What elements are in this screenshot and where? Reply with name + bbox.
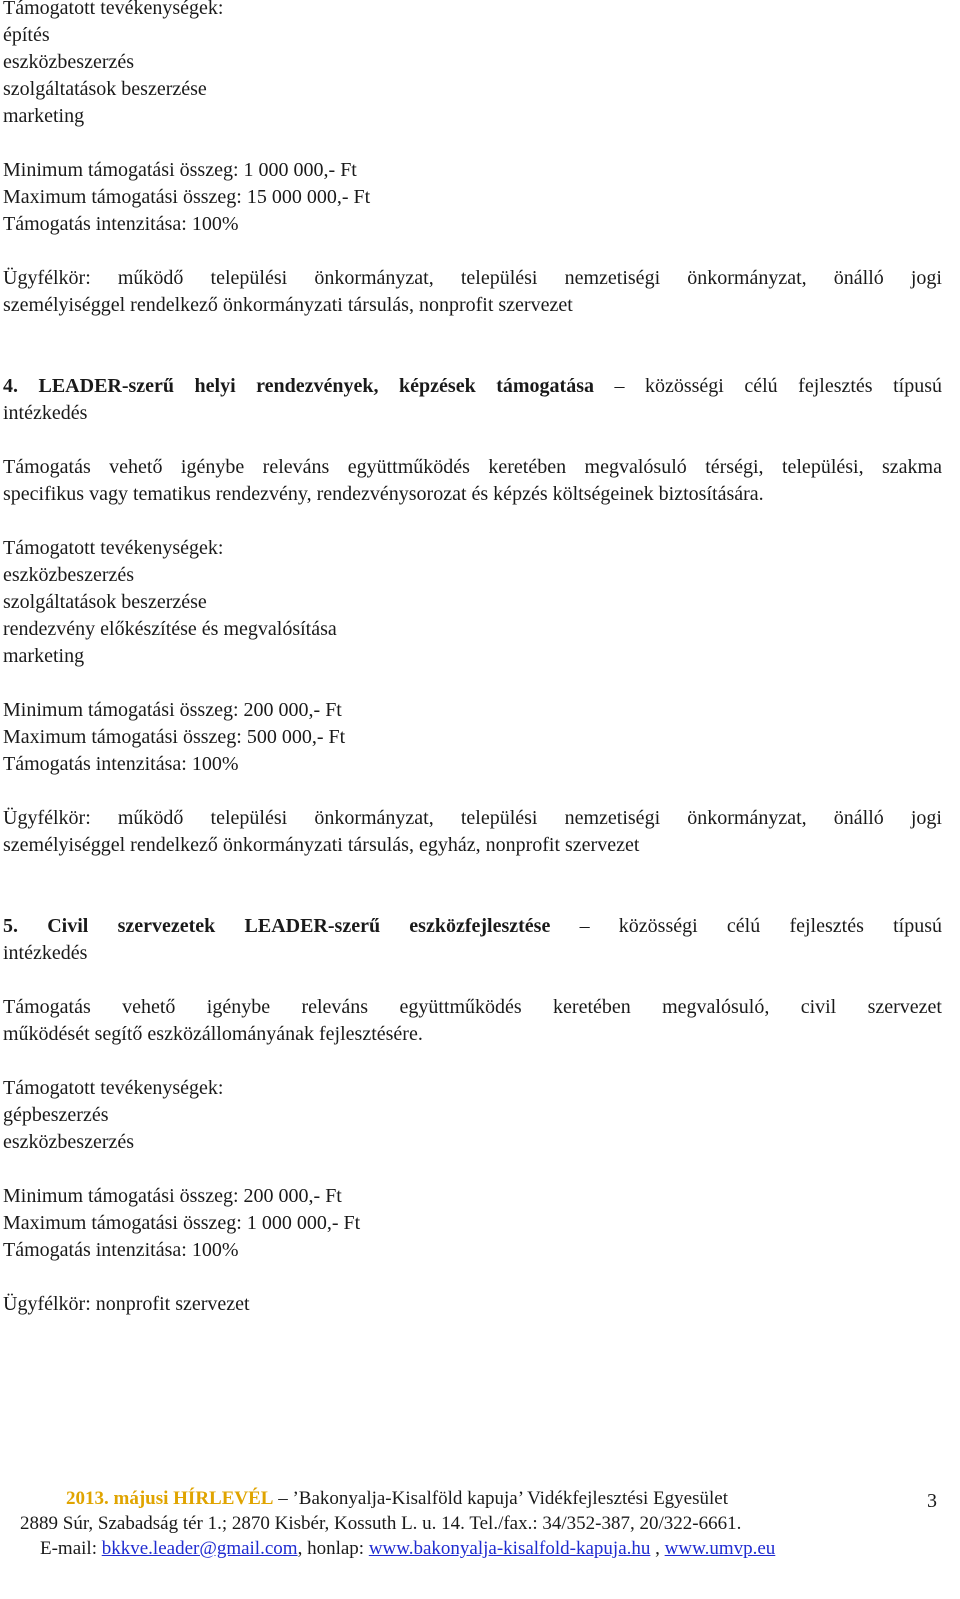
activity-item: építés [3,24,50,46]
activity-item: szolgáltatások beszerzése [3,591,207,613]
section-5-desc: Támogatás vehető igénybe releváns együttműködés keretében megvalósuló, civil szervezet [3,996,942,1018]
max-amount: Maximum támogatási összeg: 1 000 000,- Ft [3,1212,361,1234]
activity-item: eszközbeszerzés [3,1131,135,1153]
email-link[interactable]: bkkve.leader@gmail.com [101,1538,298,1559]
activity-item: szolgáltatások beszerzése [3,78,207,100]
activity-item: eszközbeszerzés [3,564,135,586]
clients-text: személyiséggel rendelkező önkormányzati társulás, egyház, nonprofit szervezet [3,834,640,856]
activity-item: gépbeszerzés [3,1104,109,1126]
email-label: E-mail: [40,1538,102,1559]
association-name: – ’Bakonyalja-Kisalföld kapuja’ Vidékfejlesztési Egyesület [273,1488,728,1509]
activity-item: marketing [3,645,85,667]
section-4-desc: Támogatás vehető igénybe releváns együttműködés keretében megvalósuló térségi, települési, szakma [3,456,942,478]
link-separator: , [650,1538,665,1559]
max-amount: Maximum támogatási összeg: 500 000,- Ft [3,726,346,748]
intensity: Támogatás intenzitása: 100% [3,753,239,775]
footer-address: 2889 Súr, Szabadság tér 1.; 2870 Kisbér, Kossuth L. u. 14. Tel./fax.: 34/352-387, 20/322-6661. [20,1513,742,1534]
min-amount: Minimum támogatási összeg: 200 000,- Ft [3,1185,342,1207]
section-5-title-cont: intézkedés [3,942,88,964]
intensity: Támogatás intenzitása: 100% [3,213,239,235]
clients-text: Ügyfélkör: működő települési önkormányzat, települési nemzetiségi önkormányzat, önálló jogi [3,267,942,289]
activities-heading: Támogatott tevékenységek: [3,537,224,559]
section-4-desc: specifikus vagy tematikus rendezvény, rendezvénysorozat és képzés költségeinek biztosítására. [3,483,764,505]
min-amount: Minimum támogatási összeg: 1 000 000,- Ft [3,159,357,181]
footer-title [66,1487,728,1511]
section-4-title-cont: intézkedés [3,402,88,424]
section-4-title-rest: – közösségi célú fejlesztés típusú [593,375,942,397]
clients-text: Ügyfélkör: működő települési önkormányzat, települési nemzetiségi önkormányzat, önálló jogi [3,807,942,829]
section-5-title-bold: 5. Civil szervezetek LEADER-szerű eszközfejlesztése [3,915,551,937]
newsletter-label: 2013. májusi HÍRLEVÉL [66,1488,274,1509]
clients-text: Ügyfélkör: nonprofit szervezet [3,1293,250,1315]
section-5-desc: működését segítő eszközállományának fejlesztésére. [3,1023,423,1045]
intensity: Támogatás intenzitása: 100% [3,1239,239,1261]
website-link[interactable]: www.bakonyalja-kisalfold-kapuja.hu [368,1538,651,1559]
section-5-title [3,913,942,940]
footer-contacts [40,1537,775,1561]
section-4-title-bold: 4. LEADER-szerű helyi rendezvények, képzések támogatása [3,375,594,397]
clients-text: személyiséggel rendelkező önkormányzati társulás, nonprofit szervezet [3,294,573,316]
section-5-title-rest: – közösségi célú fejlesztés típusú [550,915,942,937]
page-number: 3 [927,1490,937,1512]
max-amount: Maximum támogatási összeg: 15 000 000,- Ft [3,186,371,208]
activity-item: eszközbeszerzés [3,51,135,73]
section-4-title [3,373,942,400]
activities-heading: Támogatott tevékenységek: [3,1077,224,1099]
activities-heading: Támogatott tevékenységek: [3,0,224,19]
umvp-link[interactable]: www.umvp.eu [664,1538,776,1559]
min-amount: Minimum támogatási összeg: 200 000,- Ft [3,699,342,721]
activity-item: rendezvény előkészítése és megvalósítása [3,618,337,640]
activity-item: marketing [3,105,85,127]
web-label: , honlap: [297,1538,369,1559]
